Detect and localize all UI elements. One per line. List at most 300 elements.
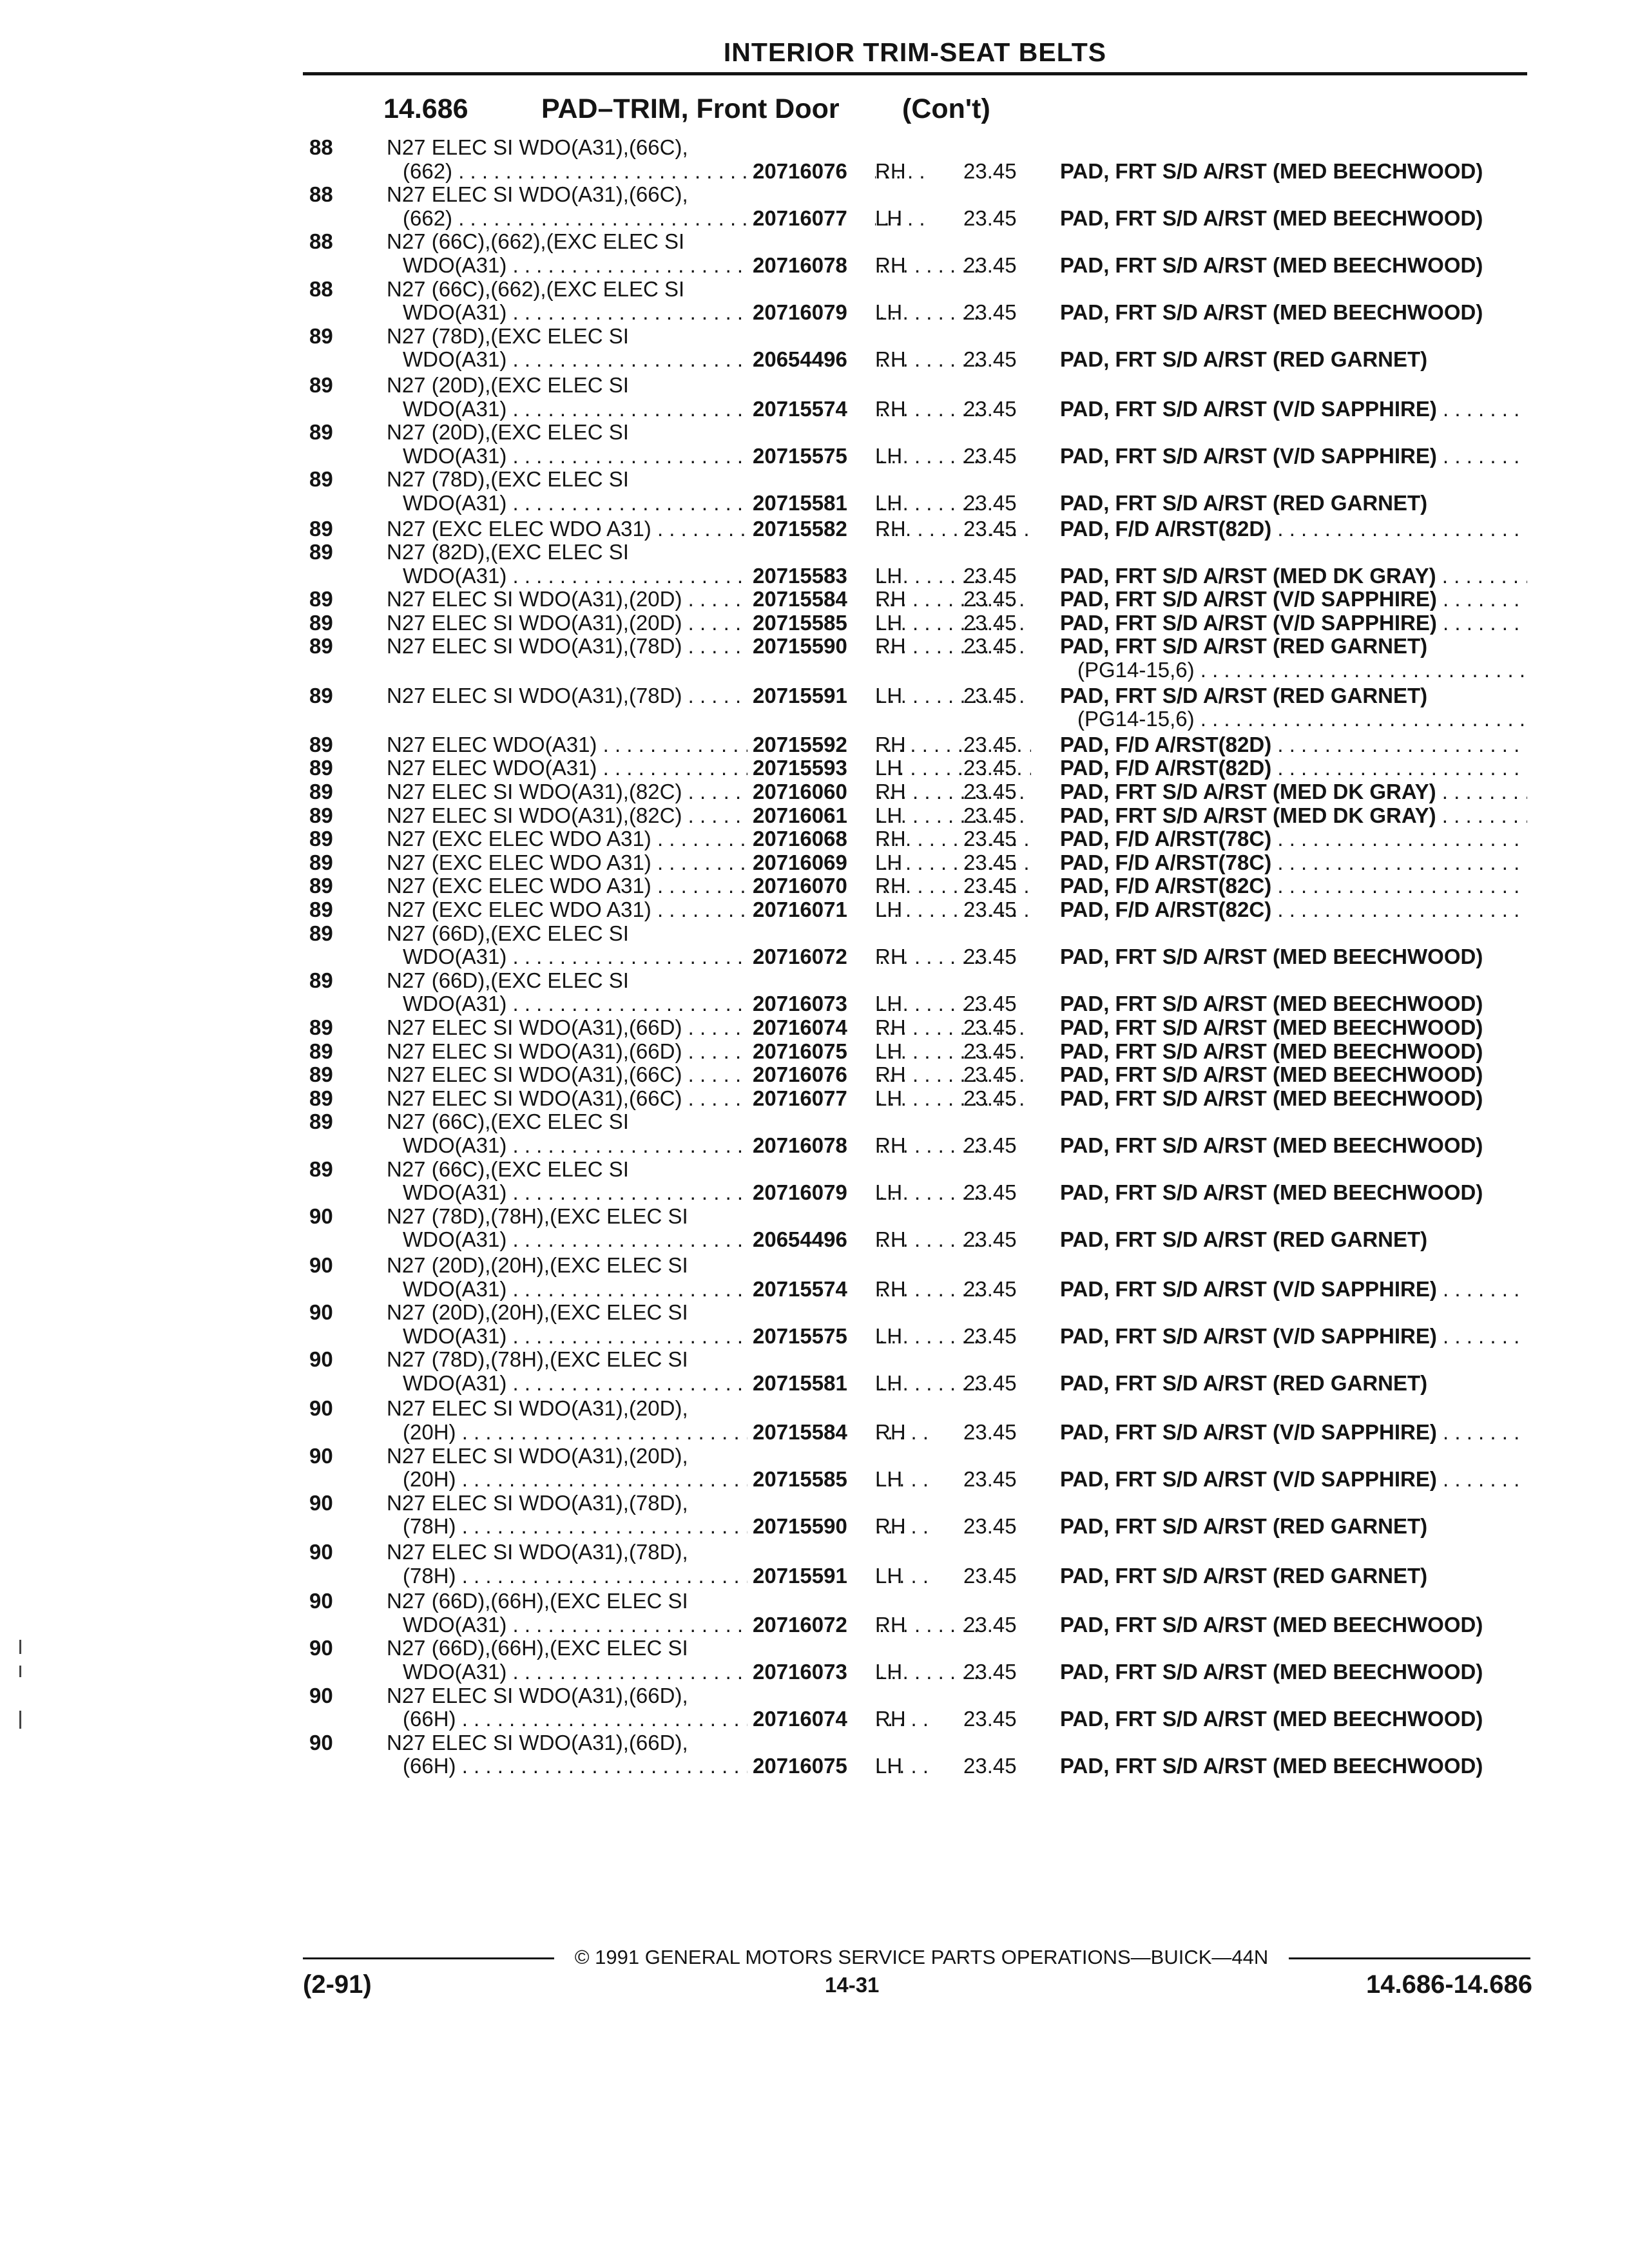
side-code: LH — [875, 992, 903, 1016]
part-description: N27 ELEC SI WDO(A31),(78D) . . . — [387, 634, 1031, 658]
price: 23.45 — [963, 827, 1017, 851]
part-note: PAD, F/D A/RST(78C) . . . — [1060, 850, 1527, 875]
ref-number: 89 — [309, 467, 333, 492]
footer-rule — [303, 1957, 554, 1959]
part-description: N27 (66C),(662),(EXC ELEC SI — [387, 229, 685, 254]
part-note: PAD, FRT S/D A/RST (MED BEECHWOOD) — [1060, 1062, 1483, 1087]
part-number: 20716060 — [747, 780, 875, 804]
part-description: N27 ELEC SI WDO(A31),(66C) . . . — [387, 1086, 1031, 1111]
price: 23.45 — [963, 1514, 1017, 1539]
part-number: 20715590 — [747, 1514, 875, 1539]
ref-number: 89 — [309, 372, 333, 397]
part-note: PAD, FRT S/D A/RST (MED DK GRAY) . . . — [1060, 780, 1527, 804]
side-code: RH — [875, 634, 906, 658]
footer-copyright: © 1991 GENERAL MOTORS SERVICE PARTS OPERATIONS—BUICK—44N — [574, 1946, 1269, 1968]
ref-number: 89 — [309, 587, 333, 611]
parts-list — [309, 135, 1534, 1778]
section-number: 14.686 — [383, 93, 468, 124]
part-note: PAD, FRT S/D A/RST (MED BEECHWOOD) — [1060, 1180, 1483, 1205]
part-description: N27 (20D),(EXC ELEC SI — [387, 372, 629, 397]
part-row — [309, 229, 1534, 276]
part-number: 20715574 — [747, 397, 875, 421]
ref-number: 89 — [309, 1086, 333, 1110]
part-note: PAD, FRT S/D A/RST (MED BEECHWOOD) — [1060, 1086, 1483, 1110]
ref-number: 90 — [309, 1490, 333, 1515]
part-note: PAD, FRT S/D A/RST (RED GARNET) — [1060, 683, 1428, 707]
margin-mark — [19, 1711, 21, 1729]
ref-number: 89 — [309, 1110, 333, 1134]
price: 23.45 — [963, 347, 1017, 372]
part-number: 20654496 — [747, 1227, 875, 1252]
part-number: 20716076 — [747, 1062, 875, 1087]
part-description: WDO(A31) . . . — [403, 564, 1031, 588]
ref-number: 89 — [309, 1157, 333, 1181]
part-number: 20715583 — [747, 564, 875, 588]
part-number: 20716077 — [747, 206, 875, 231]
part-number: 20716079 — [747, 300, 875, 325]
footer-rule — [1289, 1957, 1530, 1959]
part-number: 20716073 — [747, 992, 875, 1016]
part-number: 20715584 — [747, 587, 875, 611]
part-description: N27 ELEC SI WDO(A31),(20D) . . . — [387, 611, 1031, 635]
side-code: RH — [875, 347, 906, 372]
part-number: 20715592 — [747, 733, 875, 757]
part-number: 20716070 — [747, 874, 875, 898]
part-description: WDO(A31) . . . — [403, 1133, 1031, 1158]
part-row — [309, 1396, 1534, 1443]
part-description: WDO(A31) . . . — [403, 491, 1031, 515]
part-row — [309, 634, 1534, 683]
part-note: PAD, FRT S/D A/RST (V/D SAPPHIRE) . . . — [1060, 1467, 1527, 1492]
part-note: PAD, FRT S/D A/RST (MED DK GRAY) . . . — [1060, 564, 1527, 588]
part-note: PAD, FRT S/D A/RST (MED BEECHWOOD) — [1060, 300, 1483, 325]
price: 23.45 — [963, 587, 1017, 611]
part-note: PAD, FRT S/D A/RST (V/D SAPPHIRE) . . . — [1060, 1324, 1527, 1349]
price: 23.45 — [963, 1133, 1017, 1157]
part-number: 20715590 — [747, 634, 875, 658]
part-description: N27 (EXC ELEC WDO A31) . . . — [387, 898, 1031, 922]
price: 23.45 — [963, 159, 1017, 183]
part-description: N27 ELEC SI WDO(A31),(78D) . . . — [387, 684, 1031, 708]
part-number: 20715581 — [747, 491, 875, 515]
part-note: PAD, FRT S/D A/RST (RED GARNET) — [1060, 1227, 1428, 1252]
part-description: N27 ELEC SI WDO(A31),(66D), — [387, 1730, 688, 1754]
header-rule — [303, 72, 1527, 75]
price: 23.45 — [963, 634, 1017, 658]
part-note: PAD, FRT S/D A/RST (RED GARNET) — [1060, 1514, 1428, 1539]
ref-number: 88 — [309, 182, 333, 207]
price: 23.45 — [963, 1707, 1017, 1731]
part-description: N27 (66D),(EXC ELEC SI — [387, 968, 629, 992]
part-description: N27 ELEC SI WDO(A31),(66C) . . . — [387, 1062, 1031, 1087]
part-description: N27 ELEC SI WDO(A31),(20D), — [387, 1396, 688, 1421]
part-note: PAD, F/D A/RST(82C) . . . — [1060, 874, 1527, 898]
price: 23.45 — [963, 945, 1017, 969]
price: 23.45 — [963, 1227, 1017, 1252]
part-row — [309, 587, 1534, 611]
price: 23.45 — [963, 803, 1017, 827]
part-description: (78H) . . . — [403, 1564, 1031, 1588]
part-description: N27 (78D),(78H),(EXC ELEC SI — [387, 1347, 688, 1372]
part-row — [309, 373, 1534, 420]
price: 23.45 — [963, 610, 1017, 635]
part-row — [309, 135, 1534, 182]
part-description: WDO(A31) . . . — [403, 1324, 1031, 1349]
part-description: WDO(A31) . . . — [403, 347, 1031, 372]
part-note: PAD, FRT S/D A/RST (RED GARNET) — [1060, 634, 1428, 658]
part-note: PAD, FRT S/D A/RST (MED BEECHWOOD) — [1060, 1612, 1483, 1637]
part-number: 20716077 — [747, 1086, 875, 1111]
part-number: 20715581 — [747, 1371, 875, 1396]
part-note: PAD, FRT S/D A/RST (MED BEECHWOOD) — [1060, 1707, 1483, 1731]
ref-number: 89 — [309, 540, 333, 564]
part-description: N27 ELEC SI WDO(A31),(66D) . . . — [387, 1015, 1031, 1040]
part-number: 20715574 — [747, 1277, 875, 1302]
part-description: WDO(A31) . . . — [403, 1613, 1031, 1637]
ref-number: 88 — [309, 135, 333, 159]
side-code: LH — [875, 1086, 903, 1110]
part-row — [309, 1589, 1534, 1636]
part-description: N27 (66D),(66H),(EXC ELEC SI — [387, 1589, 688, 1613]
part-note: PAD, FRT S/D A/RST (MED BEECHWOOD) — [1060, 159, 1483, 183]
part-note: PAD, FRT S/D A/RST (V/D SAPPHIRE) . . . — [1060, 444, 1527, 468]
price: 23.45 — [963, 850, 1017, 874]
ref-number: 89 — [309, 968, 333, 992]
part-description: N27 ELEC WDO(A31) . . . — [387, 756, 1031, 780]
price: 23.45 — [963, 206, 1017, 230]
part-description: N27 ELEC SI WDO(A31),(20D), — [387, 1443, 688, 1468]
part-row — [309, 827, 1534, 850]
part-number: 20716074 — [747, 1707, 875, 1731]
part-number: 20716075 — [747, 1754, 875, 1778]
part-row — [309, 968, 1534, 1015]
side-code: RH — [875, 396, 906, 421]
section-continued: (Con't) — [902, 93, 990, 124]
part-description: (20H) . . . — [403, 1420, 1031, 1445]
ref-number: 88 — [309, 276, 333, 301]
ref-number: 90 — [309, 1540, 333, 1564]
part-note: PAD, FRT S/D A/RST (RED GARNET) — [1060, 347, 1428, 372]
part-number: 20715591 — [747, 1564, 875, 1588]
part-number: 20716078 — [747, 1133, 875, 1158]
price: 23.45 — [963, 563, 1017, 588]
part-number: 20715591 — [747, 684, 875, 708]
page-title: INTERIOR TRIM-SEAT BELTS — [723, 37, 1107, 67]
side-code: RH — [875, 1612, 906, 1637]
price: 23.45 — [963, 732, 1017, 756]
price: 23.45 — [963, 756, 1017, 780]
part-number: 20716068 — [747, 827, 875, 851]
ref-number: 89 — [309, 732, 333, 756]
part-description: N27 (20D),(20H),(EXC ELEC SI — [387, 1300, 688, 1325]
part-row — [309, 756, 1534, 780]
part-number: 20716071 — [747, 898, 875, 922]
ref-number: 90 — [309, 1636, 333, 1660]
side-code: RH — [875, 1062, 906, 1087]
side-code: RH — [875, 874, 906, 898]
side-code: LH — [875, 1754, 903, 1778]
side-code: LH — [875, 1323, 903, 1348]
part-description: N27 ELEC SI WDO(A31),(78D), — [387, 1540, 688, 1564]
side-code: LH — [875, 206, 903, 230]
side-code: RH — [875, 732, 906, 756]
part-row — [309, 1684, 1534, 1731]
part-row — [309, 517, 1534, 541]
part-number: 20716079 — [747, 1180, 875, 1205]
side-code: RH — [875, 1276, 906, 1301]
side-code: RH — [875, 587, 906, 611]
price: 23.45 — [963, 1062, 1017, 1087]
ref-number: 89 — [309, 780, 333, 804]
side-code: RH — [875, 253, 906, 277]
side-code: LH — [875, 610, 903, 635]
part-description: WDO(A31) . . . — [403, 444, 1031, 468]
part-number: 20716069 — [747, 850, 875, 875]
part-number: 20654496 — [747, 347, 875, 372]
part-number: 20716076 — [747, 159, 875, 184]
ref-number: 89 — [309, 1039, 333, 1063]
part-number: 20715575 — [747, 444, 875, 468]
margin-mark — [19, 1666, 21, 1677]
side-code: RH — [875, 1015, 906, 1039]
price: 23.45 — [963, 898, 1017, 921]
margin-mark — [19, 1640, 21, 1654]
ref-number: 89 — [309, 610, 333, 635]
price: 23.45 — [963, 1563, 1017, 1588]
ref-number: 90 — [309, 1204, 333, 1228]
price: 23.45 — [963, 516, 1017, 541]
part-row — [309, 1540, 1534, 1589]
part-description: N27 (66C),(EXC ELEC SI — [387, 1110, 629, 1134]
side-code: RH — [875, 780, 906, 804]
part-row — [309, 921, 1534, 968]
part-description: N27 ELEC SI WDO(A31),(78D), — [387, 1490, 688, 1515]
part-description: (66H) . . . — [403, 1754, 1031, 1778]
part-row — [309, 277, 1534, 324]
part-note: PAD, FRT S/D A/RST (MED BEECHWOOD) — [1060, 945, 1483, 969]
side-code: RH — [875, 945, 906, 969]
ref-number: 89 — [309, 921, 333, 945]
part-note: PAD, F/D A/RST(78C) . . . — [1060, 827, 1527, 851]
ref-number: 90 — [309, 1683, 333, 1707]
side-code: LH — [875, 563, 903, 588]
footer-date: (2-91) — [303, 1970, 372, 1999]
price: 23.45 — [963, 1467, 1017, 1492]
price: 23.45 — [963, 490, 1017, 515]
ref-number: 90 — [309, 1730, 333, 1754]
ref-number: 89 — [309, 850, 333, 874]
side-code: LH — [875, 1370, 903, 1395]
part-note: PAD, FRT S/D A/RST (RED GARNET) — [1060, 490, 1428, 515]
part-number: 20715575 — [747, 1324, 875, 1349]
side-code: RH — [875, 1227, 906, 1252]
price: 23.45 — [963, 396, 1017, 421]
part-description: WDO(A31) . . . — [403, 992, 1031, 1016]
ref-number: 89 — [309, 1015, 333, 1039]
part-row — [309, 1444, 1534, 1491]
part-note: PAD, FRT S/D A/RST (MED BEECHWOOD) — [1060, 1660, 1483, 1684]
part-description: WDO(A31) . . . — [403, 397, 1031, 421]
ref-number: 90 — [309, 1443, 333, 1468]
part-description: N27 ELEC SI WDO(A31),(82C) . . . — [387, 803, 1031, 828]
section-name: PAD–TRIM, Front Door — [541, 93, 840, 124]
part-row — [309, 1300, 1534, 1347]
price: 23.45 — [963, 1323, 1017, 1348]
ref-number: 89 — [309, 683, 333, 707]
part-description: (66H) . . . — [403, 1707, 1031, 1731]
part-number: 20715582 — [747, 517, 875, 541]
part-description: (662) . . . — [403, 206, 1031, 231]
part-number: 20716061 — [747, 803, 875, 828]
part-note: PAD, FRT S/D A/RST (V/D SAPPHIRE) . . . — [1060, 1420, 1527, 1445]
part-description: N27 ELEC WDO(A31) . . . — [387, 733, 1031, 757]
side-code: LH — [875, 850, 903, 874]
part-number: 20715585 — [747, 611, 875, 635]
part-row — [309, 874, 1534, 898]
part-row — [309, 540, 1534, 587]
part-note: PAD, FRT S/D A/RST (MED BEECHWOOD) — [1060, 1039, 1483, 1063]
part-row — [309, 1062, 1534, 1086]
part-note: PAD, FRT S/D A/RST (V/D SAPPHIRE) . . . — [1060, 587, 1527, 611]
side-code: LH — [875, 1180, 903, 1205]
part-row — [309, 182, 1534, 229]
part-row — [309, 1731, 1534, 1778]
ref-number: 89 — [309, 420, 333, 445]
ref-number: 89 — [309, 803, 333, 827]
price: 23.45 — [963, 683, 1017, 707]
part-number: 20716072 — [747, 1613, 875, 1637]
part-number: 20716075 — [747, 1039, 875, 1064]
part-number: 20716072 — [747, 945, 875, 969]
price: 23.45 — [963, 780, 1017, 804]
part-description: N27 ELEC SI WDO(A31),(66D) . . . — [387, 1039, 1031, 1064]
part-description: N27 ELEC SI WDO(A31),(82C) . . . — [387, 780, 1031, 804]
part-row — [309, 420, 1534, 467]
part-description: (20H) . . . — [403, 1467, 1031, 1492]
ref-number: 89 — [309, 323, 333, 348]
ref-number: 90 — [309, 1300, 333, 1325]
side-code: RH — [875, 827, 906, 851]
part-description: N27 (78D),(78H),(EXC ELEC SI — [387, 1204, 688, 1228]
part-row — [309, 324, 1534, 373]
part-description: N27 ELEC SI WDO(A31),(66D), — [387, 1683, 688, 1707]
price: 23.45 — [963, 1039, 1017, 1063]
part-description: N27 ELEC SI WDO(A31),(66C), — [387, 182, 688, 207]
side-code: LH — [875, 1563, 903, 1588]
part-row — [309, 780, 1534, 803]
part-note: PAD, FRT S/D A/RST (MED DK GRAY) . . . — [1060, 803, 1527, 828]
price: 23.45 — [963, 1276, 1017, 1301]
part-note-ref: (PG14-15,6) . . . — [1077, 707, 1527, 731]
part-description: WDO(A31) . . . — [403, 1180, 1031, 1205]
ref-number: 88 — [309, 229, 333, 254]
part-description: WDO(A31) . . . — [403, 253, 1031, 278]
part-note: PAD, FRT S/D A/RST (MED BEECHWOOD) — [1060, 992, 1483, 1016]
part-description: N27 (78D),(EXC ELEC SI — [387, 323, 629, 348]
part-number: 20715584 — [747, 1420, 875, 1445]
part-number: 20716074 — [747, 1015, 875, 1040]
part-note: PAD, F/D A/RST(82D) . . . — [1060, 733, 1527, 757]
part-row — [309, 1253, 1534, 1300]
price: 23.45 — [963, 1420, 1017, 1445]
part-description: N27 (66C),(662),(EXC ELEC SI — [387, 276, 685, 301]
part-description: N27 (20D),(20H),(EXC ELEC SI — [387, 1253, 688, 1277]
side-code: LH — [875, 1467, 903, 1492]
price: 23.45 — [963, 443, 1017, 468]
side-code: LH — [875, 443, 903, 468]
side-code: LH — [875, 898, 903, 921]
part-row — [309, 1039, 1534, 1063]
part-row — [309, 1157, 1534, 1204]
part-note: PAD, FRT S/D A/RST (V/D SAPPHIRE) . . . — [1060, 1277, 1527, 1302]
ref-number: 89 — [309, 756, 333, 780]
part-description: N27 (EXC ELEC WDO A31) . . . — [387, 827, 1031, 851]
part-row — [309, 467, 1534, 516]
part-description: WDO(A31) . . . — [403, 1227, 1031, 1252]
part-number: 20715593 — [747, 756, 875, 780]
part-row — [309, 1491, 1534, 1540]
part-note: PAD, FRT S/D A/RST (MED BEECHWOOD) — [1060, 1754, 1483, 1778]
part-row — [309, 611, 1534, 635]
side-code: RH — [875, 1420, 906, 1445]
part-description: N27 (20D),(EXC ELEC SI — [387, 420, 629, 445]
side-code: RH — [875, 516, 906, 541]
part-note: PAD, F/D A/RST(82D) . . . — [1060, 756, 1527, 780]
part-row — [309, 1086, 1534, 1110]
ref-number: 89 — [309, 634, 333, 658]
part-description: WDO(A31) . . . — [403, 945, 1031, 969]
side-code: LH — [875, 1660, 903, 1684]
side-code: LH — [875, 803, 903, 827]
part-number: 20715585 — [747, 1467, 875, 1492]
part-description: N27 (EXC ELEC WDO A31) . . . — [387, 874, 1031, 898]
part-row — [309, 803, 1534, 827]
part-description: N27 (78D),(EXC ELEC SI — [387, 467, 629, 492]
price: 23.45 — [963, 1370, 1017, 1395]
ref-number: 89 — [309, 516, 333, 541]
part-number: 20716073 — [747, 1660, 875, 1684]
section-heading — [383, 93, 990, 125]
part-row — [309, 684, 1534, 733]
price: 23.45 — [963, 1754, 1017, 1778]
ref-number: 90 — [309, 1589, 333, 1613]
part-description: (78H) . . . — [403, 1514, 1031, 1539]
part-number: 20716078 — [747, 253, 875, 278]
part-note: PAD, FRT S/D A/RST (MED BEECHWOOD) — [1060, 1133, 1483, 1157]
price: 23.45 — [963, 1612, 1017, 1637]
footer-page-number: 14-31 — [825, 1973, 880, 1997]
price: 23.45 — [963, 1015, 1017, 1039]
side-code: LH — [875, 490, 903, 515]
part-description: N27 (82D),(EXC ELEC SI — [387, 540, 629, 564]
part-description: WDO(A31) . . . — [403, 1277, 1031, 1302]
side-code: LH — [875, 300, 903, 325]
side-code: RH — [875, 1133, 906, 1157]
part-description: N27 (66D),(66H),(EXC ELEC SI — [387, 1636, 688, 1660]
side-code: RH — [875, 159, 906, 183]
side-code: RH — [875, 1514, 906, 1539]
ref-number: 90 — [309, 1396, 333, 1421]
ref-number: 90 — [309, 1253, 333, 1277]
price: 23.45 — [963, 253, 1017, 277]
price: 23.45 — [963, 1180, 1017, 1205]
part-description: N27 (66C),(EXC ELEC SI — [387, 1157, 629, 1181]
part-note: PAD, F/D A/RST(82D) . . . — [1060, 517, 1527, 541]
part-note: PAD, FRT S/D A/RST (V/D SAPPHIRE) . . . — [1060, 611, 1527, 635]
part-note: PAD, FRT S/D A/RST (V/D SAPPHIRE) . . . — [1060, 397, 1527, 421]
part-note: PAD, FRT S/D A/RST (MED BEECHWOOD) — [1060, 206, 1483, 230]
part-row — [309, 1015, 1534, 1039]
